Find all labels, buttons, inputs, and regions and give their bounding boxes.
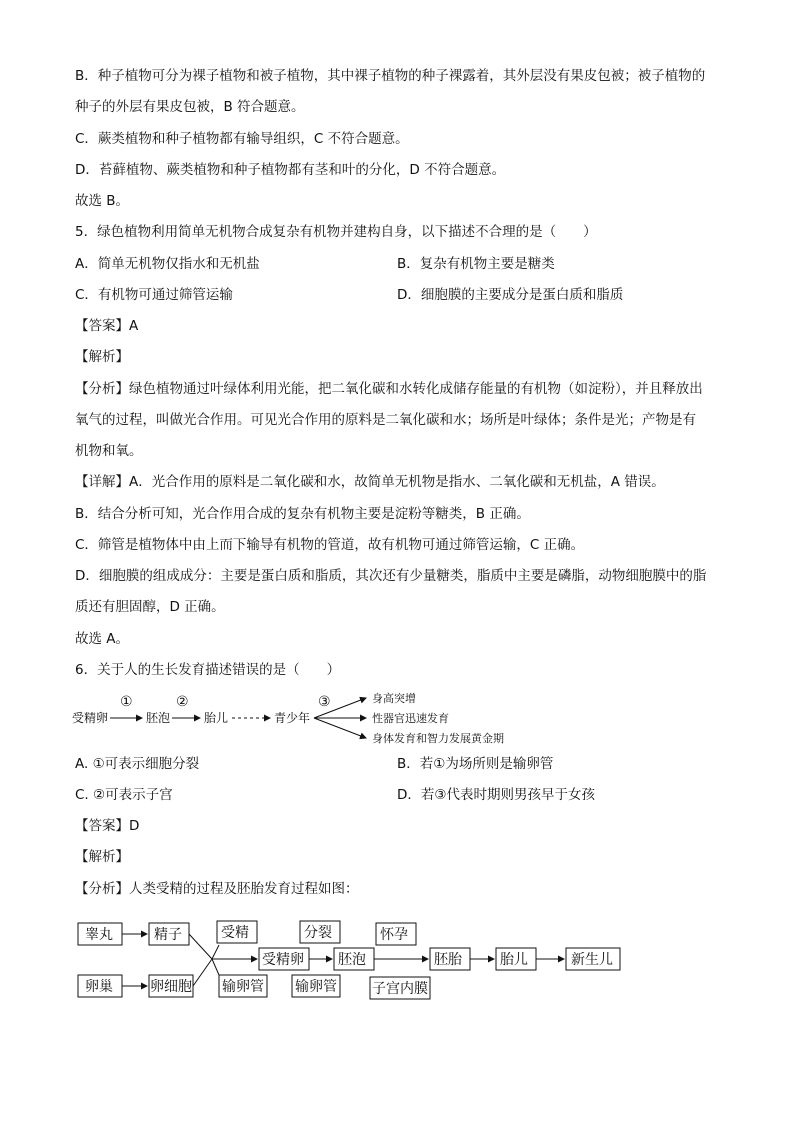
flow-text-embryo: 胚胎 (434, 952, 462, 968)
q6-question: 6．关于人的生长发育描述错误的是（ ） (75, 662, 341, 678)
flow-text-oviduct1: 输卵管 (222, 979, 264, 995)
q5-option-b: B．复杂有机物主要是糖类 (397, 256, 555, 272)
flow-text-testis: 睾丸 (85, 927, 113, 943)
diagram-node-fetus: 胎儿 (204, 711, 229, 725)
q6-analysis-label: 【解析】 (75, 849, 129, 865)
diagram-out-golden: 身体发育和智力发展黄金期 (372, 732, 504, 745)
diagram-circle-3: ③ (318, 694, 331, 710)
diagram-arrow-out-3 (314, 718, 366, 738)
q5-answer: 【答案】A (75, 318, 139, 334)
flow-text-zygote: 受精卵 (262, 952, 304, 968)
growth-diagram (70, 686, 530, 746)
diagram-node-youth: 青少年 (274, 711, 311, 725)
q5-xiangjie-b: B．结合分析可知，光合作用合成的复杂有机物主要是淀粉等糖类，B 正确。 (75, 506, 530, 522)
prev-option-c-line: C．蕨类植物和种子植物都有输导组织，C 不符合题意。 (75, 131, 409, 147)
q5-question: 5．绿色植物利用简单无机物合成复杂有机物并建构自身，以下描述不合理的是（ ） (75, 224, 597, 240)
flow-text-fertilization: 受精 (221, 925, 249, 941)
prev-option-d-line: D．苔藓植物、蕨类植物和种子植物都有茎和叶的分化，D 不符合题意。 (75, 162, 506, 178)
q5-option-a: A．简单无机物仅指水和无机盐 (75, 256, 260, 272)
prev-option-b-line1: B．种子植物可分为裸子植物和被子植物，其中裸子植物的种子裸露着，其外层没有果皮包被；被子植物的 (75, 68, 706, 84)
flow-text-fetus: 胎儿 (500, 952, 528, 968)
flow-line-sperm-merge (189, 934, 212, 959)
q5-xiangjie-a: 【详解】A．光合作用的原料是二氧化碳和水，故简单无机物是指水、二氧化碳和无机盐，A 错误。 (75, 474, 665, 490)
diagram-node-zygote: 受精卵 (72, 711, 109, 725)
q5-xiangjie-d2: 质还有胆固醇，D 正确。 (75, 599, 225, 615)
flow-text-endometrium: 子宫内膜 (372, 981, 428, 997)
flow-line-fert-up (212, 945, 219, 959)
q6-option-a: A. ①可表示细胞分裂 (75, 756, 200, 772)
q5-xiangjie-d1: D．细胞膜的组成成分：主要是蛋白质和脂质，其次还有少量糖类，脂质中主要是磷脂，动物细胞膜中的脂 (75, 568, 707, 584)
q5-fenxi-line3: 机物和氧。 (75, 443, 143, 459)
flow-text-egg: 卵细胞 (150, 979, 192, 995)
flow-text-blastocyst: 胚泡 (338, 952, 366, 968)
diagram-out-organs: 性器官迅速发育 (372, 712, 449, 725)
flow-text-oviduct2: 输卵管 (295, 979, 337, 995)
flow-text-newborn: 新生儿 (571, 952, 613, 968)
q6-answer: 【答案】D (75, 818, 140, 834)
flow-text-split: 分裂 (304, 925, 332, 941)
q5-option-d: D．细胞膜的主要成分是蛋白质和脂质 (397, 287, 624, 303)
flow-line-oviduct-down (212, 959, 219, 975)
flow-text-ovary: 卵巢 (85, 979, 113, 995)
diagram-node-blastocyst: 胚泡 (146, 711, 171, 725)
q5-choice: 故选 A。 (75, 631, 130, 647)
q6-option-d: D．若③代表时期则男孩早于女孩 (397, 787, 595, 803)
prev-option-b-line2: 种子的外层有果皮包被，B 符合题意。 (75, 99, 305, 115)
diagram-out-height: 身高突增 (372, 692, 416, 705)
flow-text-pregnancy: 怀孕 (380, 927, 408, 943)
q5-option-c: C．有机物可通过筛管运输 (75, 287, 233, 303)
q6-fenxi: 【分析】人类受精的过程及胚胎发育过程如图： (75, 881, 359, 897)
flow-line-egg-merge (193, 959, 212, 986)
q5-analysis-label: 【解析】 (75, 349, 129, 365)
q5-fenxi-line2: 氧气的过程，叫做光合作用。可见光合作用的原料是二氧化碳和水；场所是叶绿体；条件是光；产物是有 (75, 412, 696, 428)
q6-option-b: B．若①为场所则是输卵管 (397, 756, 554, 772)
q5-fenxi-line1: 【分析】绿色植物通过叶绿体利用光能，把二氧化碳和水转化成储存能量的有机物（如淀粉），并且释放出 (75, 381, 703, 397)
prev-choice: 故选 B。 (75, 193, 130, 209)
flow-text-sperm: 精子 (154, 927, 182, 943)
q5-xiangjie-c: C．筛管是植物体中由上而下输导有机物的管道，故有机物可通过筛管运输，C 正确。 (75, 537, 585, 553)
fertilization-flowchart (74, 915, 634, 1005)
diagram-circle-1: ① (120, 694, 133, 710)
q6-option-c: C. ②可表示子宫 (75, 787, 173, 803)
diagram-circle-2: ② (176, 694, 189, 710)
